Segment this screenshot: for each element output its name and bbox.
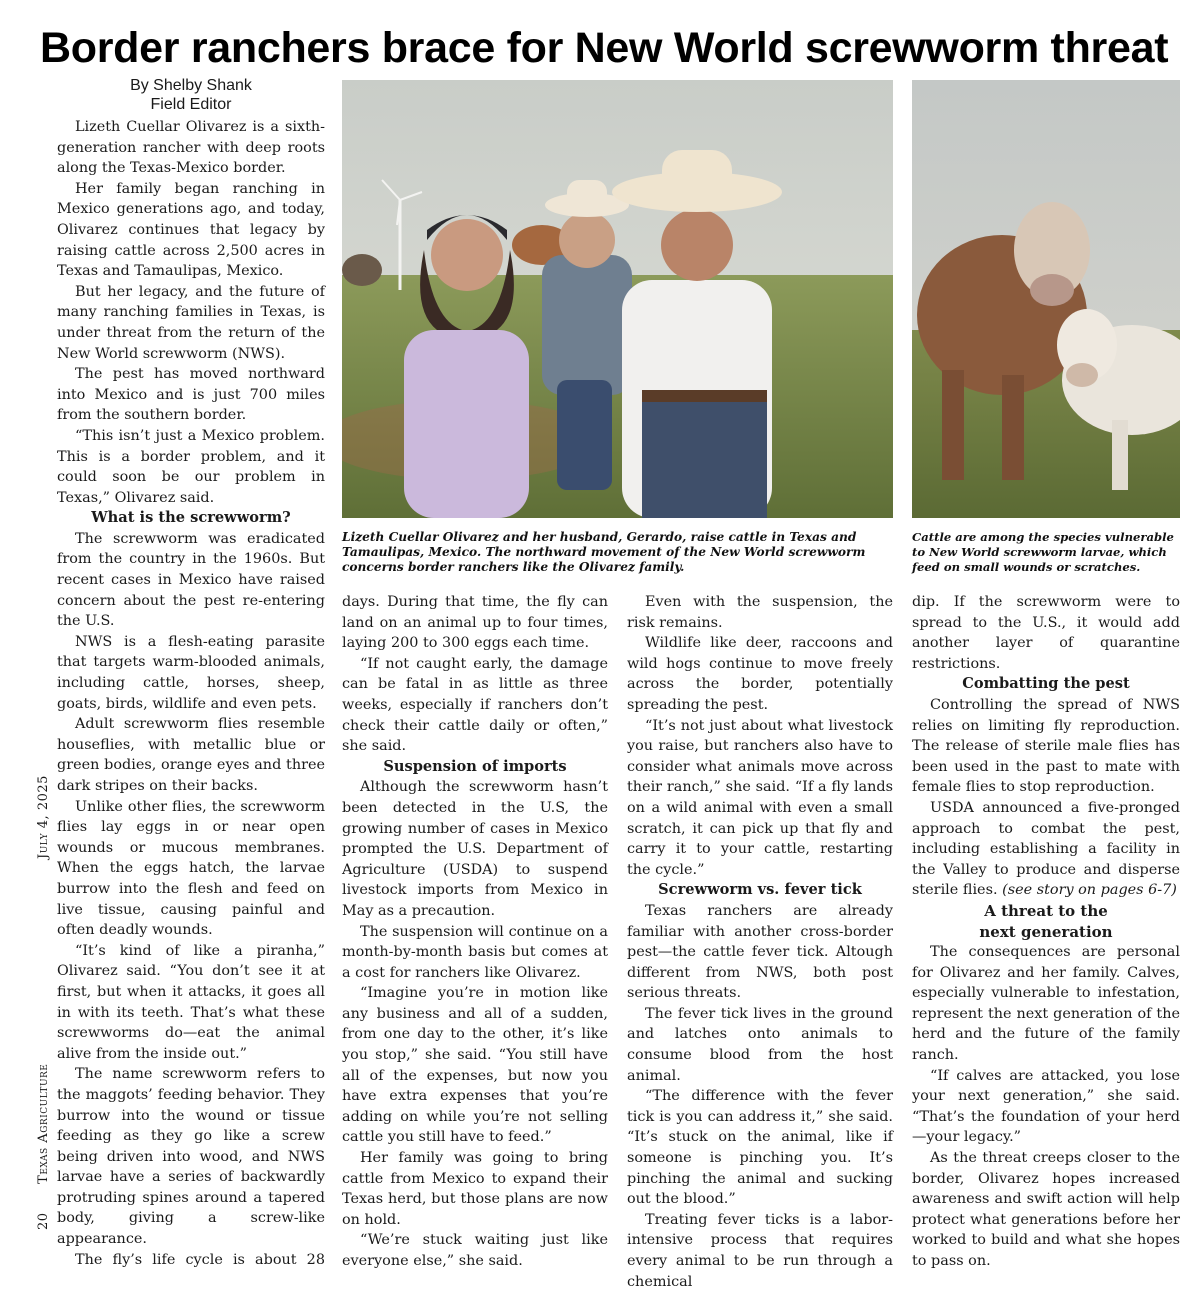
article-column-2	[342, 592, 608, 1272]
paragraph: The consequences are personal for Olivarez and her family. Calves, especially vulnerable to infestation, represent the next generation of the herd and the future of the family ranch.	[912, 944, 1180, 1064]
family-photo-image	[342, 80, 893, 518]
byline-author: By Shelby Shank	[130, 77, 252, 94]
paragraph: “It’s not just about what livestock you raise, but ranchers also have to consider what animals move across their ranch,” she said. “If a fly lands on a wild animal with even a small scratch, it can pick up that fly and carry it to your cattle, restarting the cycle.”	[627, 717, 893, 878]
paragraph: dip. If the screwworm were to spread to the U.S., it would add another layer of quarantine restrictions.	[912, 594, 1180, 672]
cattle-photo-image	[912, 80, 1180, 518]
subhead-combatting-the-pest: Combatting the pest	[962, 675, 1130, 693]
paragraph: “If not caught early, the damage can be fatal in as little as three weeks, especially if ranchers don’t check their cattle daily or often,” she said.	[342, 655, 608, 755]
paragraph: Unlike other flies, the screwworm flies lay eggs in or near open wounds or mucous membranes. When the eggs hatch, the larvae burrow into the flesh and feed on live tissue, causing painful and often deadly wounds.	[57, 798, 325, 939]
paragraph: “It’s kind of like a piranha,” Olivarez said. “You don’t see it at first, but when it attacks, it goes all in with its teeth. That’s what these screwworms do—eat the animal alive from the inside out.”	[57, 942, 325, 1062]
page-number: 20	[36, 1212, 51, 1230]
paragraph: Her family was going to bring cattle from Mexico to expand their Texas herd, but those plans are now on hold.	[342, 1150, 608, 1228]
paragraph: Treating fever ticks is a labor-intensive process that requires every animal to be run through a chemical	[627, 1211, 893, 1290]
cattle-photo-caption: Cattle are among the species vulnerable to New World screwworm larvae, which feed on small wounds or scratches.	[912, 530, 1174, 574]
paragraph	[912, 798, 1180, 901]
subhead-threat-next-generation	[912, 901, 1180, 942]
paragraph-text: USDA announced a five-pronged approach to combat the pest, including establishing a facility in the Valley to produce and disperse sterile flies.	[912, 799, 1180, 899]
paragraph: Wildlife like deer, raccoons and wild hogs continue to move freely across the border, potentially spreading the pest.	[627, 635, 893, 713]
paragraph: “We’re stuck waiting just like everyone else,” she said.	[342, 1232, 608, 1269]
paragraph: The fever tick lives in the ground and latches onto animals to consume blood from the host animal.	[627, 1005, 893, 1084]
paragraph: The suspension will continue on a month-by-month basis but comes at a cost for ranchers like Olivarez.	[342, 923, 608, 981]
paragraph: The fly’s life cycle is about 28	[75, 1251, 325, 1268]
article-column-3	[627, 592, 893, 1292]
paragraph: The name screwworm refers to the maggots’ feeding behavior. They burrow into the wound or tissue feeding as they go like a screw being driven into wood, and NWS larvae have a series of backwardly protruding spines around a tapered body, giving a screw-like appearance.	[57, 1066, 325, 1248]
subhead-line-1: A threat to the	[984, 901, 1108, 920]
subhead-suspension-of-imports: Suspension of imports	[383, 757, 567, 775]
paragraph: The screwworm was eradicated from the country in the 1960s. But recent cases in Mexico have raised concern about the pest re-entering the U.S.	[57, 530, 325, 630]
see-story-reference: (see story on pages 6-7)	[1002, 882, 1177, 899]
paragraph: Although the screwworm hasn’t been detected in the U.S, the growing number of cases in Mexico prompted the U.S. Department of Agriculture (USDA) to suspend livestock imports from Mexico in May as a precaution.	[342, 779, 608, 919]
paragraph: Lizeth Cuellar Olivarez is a sixth-generation rancher with deep roots along the Texas-Mexico border.	[57, 119, 325, 177]
family-photo-caption: Lizeth Cuellar Olivarez and her husband, Gerardo, raise cattle in Texas and Tamaulipas, Mexico. The northward movement of the New World screwworm concerns border ranchers like the Olivarez family.	[342, 530, 866, 574]
subhead-line-2: next generation	[979, 922, 1113, 941]
headline: Border ranchers brace for New World screwworm threat	[40, 24, 1169, 72]
publication-name: Texas Agriculture	[36, 1063, 51, 1184]
paragraph: “This isn’t just a Mexico problem. This is a border problem, and it could soon be our problem in Texas,” Olivarez said.	[57, 427, 325, 506]
paragraph: The pest has moved northward into Mexico and is just 700 miles from the southern border.	[57, 366, 325, 424]
paragraph: Texas ranchers are already familiar with another cross-border pest—the cattle fever tick. Altough different from NWS, both post serious threats.	[627, 902, 893, 1002]
paragraph: NWS is a flesh-eating parasite that targets warm-blooded animals, including cattle, horses, sheep, goats, birds, wildlife and even pets.	[57, 633, 325, 712]
paragraph: Her family began ranching in Mexico generations ago, and today, Olivarez continues that legacy by raising cattle across 2,500 acres in Texas and Tamaulipas, Mexico.	[57, 180, 325, 280]
subhead-what-is-screwworm: What is the screwworm?	[91, 509, 291, 527]
byline-role: Field Editor	[150, 96, 232, 113]
article-column-1	[57, 117, 325, 1270]
paragraph: But her legacy, and the future of many ranching families in Texas, is under threat from the return of the New World screwworm (NWS).	[57, 283, 325, 362]
paragraph: “Imagine you’re in motion like any business and all of a sudden, from one day to the other, it’s like you stop,” she said. “You still have all of the expenses, but now you have extra expenses that you’re adding on while you’re not selling cattle you still have to feed.”	[342, 985, 608, 1146]
family-photo	[342, 80, 893, 518]
cattle-photo	[912, 80, 1180, 518]
issue-date: July 4, 2025	[36, 775, 51, 859]
byline	[56, 76, 326, 114]
article-column-4	[912, 592, 1180, 1272]
paragraph: Controlling the spread of NWS relies on limiting fly reproduction. The release of sterile male flies has been used in the past to mate with female flies to stop reproduction.	[912, 696, 1180, 796]
paragraph: “The difference with the fever tick is you can address it,” she said. “It’s stuck on the animal, like if someone is pinching you. It’s pinching the animal and sucking out the blood.”	[627, 1088, 893, 1208]
paragraph: days. During that time, the fly can land on an animal up to four times, laying 200 to 300 eggs each time.	[342, 594, 608, 652]
paragraph: As the threat creeps closer to the border, Olivarez hopes increased awareness and swift action will help protect what generations before her worked to build and what she hopes to pass on.	[912, 1150, 1180, 1269]
paragraph: Adult screwworm flies resemble houseflies, with metallic blue or green bodies, orange eyes and three dark stripes on their backs.	[57, 716, 325, 794]
paragraph: “If calves are attacked, you lose your next generation,” she said. “That’s the foundation of your herd—your legacy.”	[912, 1067, 1180, 1146]
page-sidebar	[36, 775, 51, 1230]
subhead-screwworm-vs-fever-tick: Screwworm vs. fever tick	[658, 881, 862, 899]
paragraph: Even with the suspension, the risk remains.	[627, 594, 893, 631]
